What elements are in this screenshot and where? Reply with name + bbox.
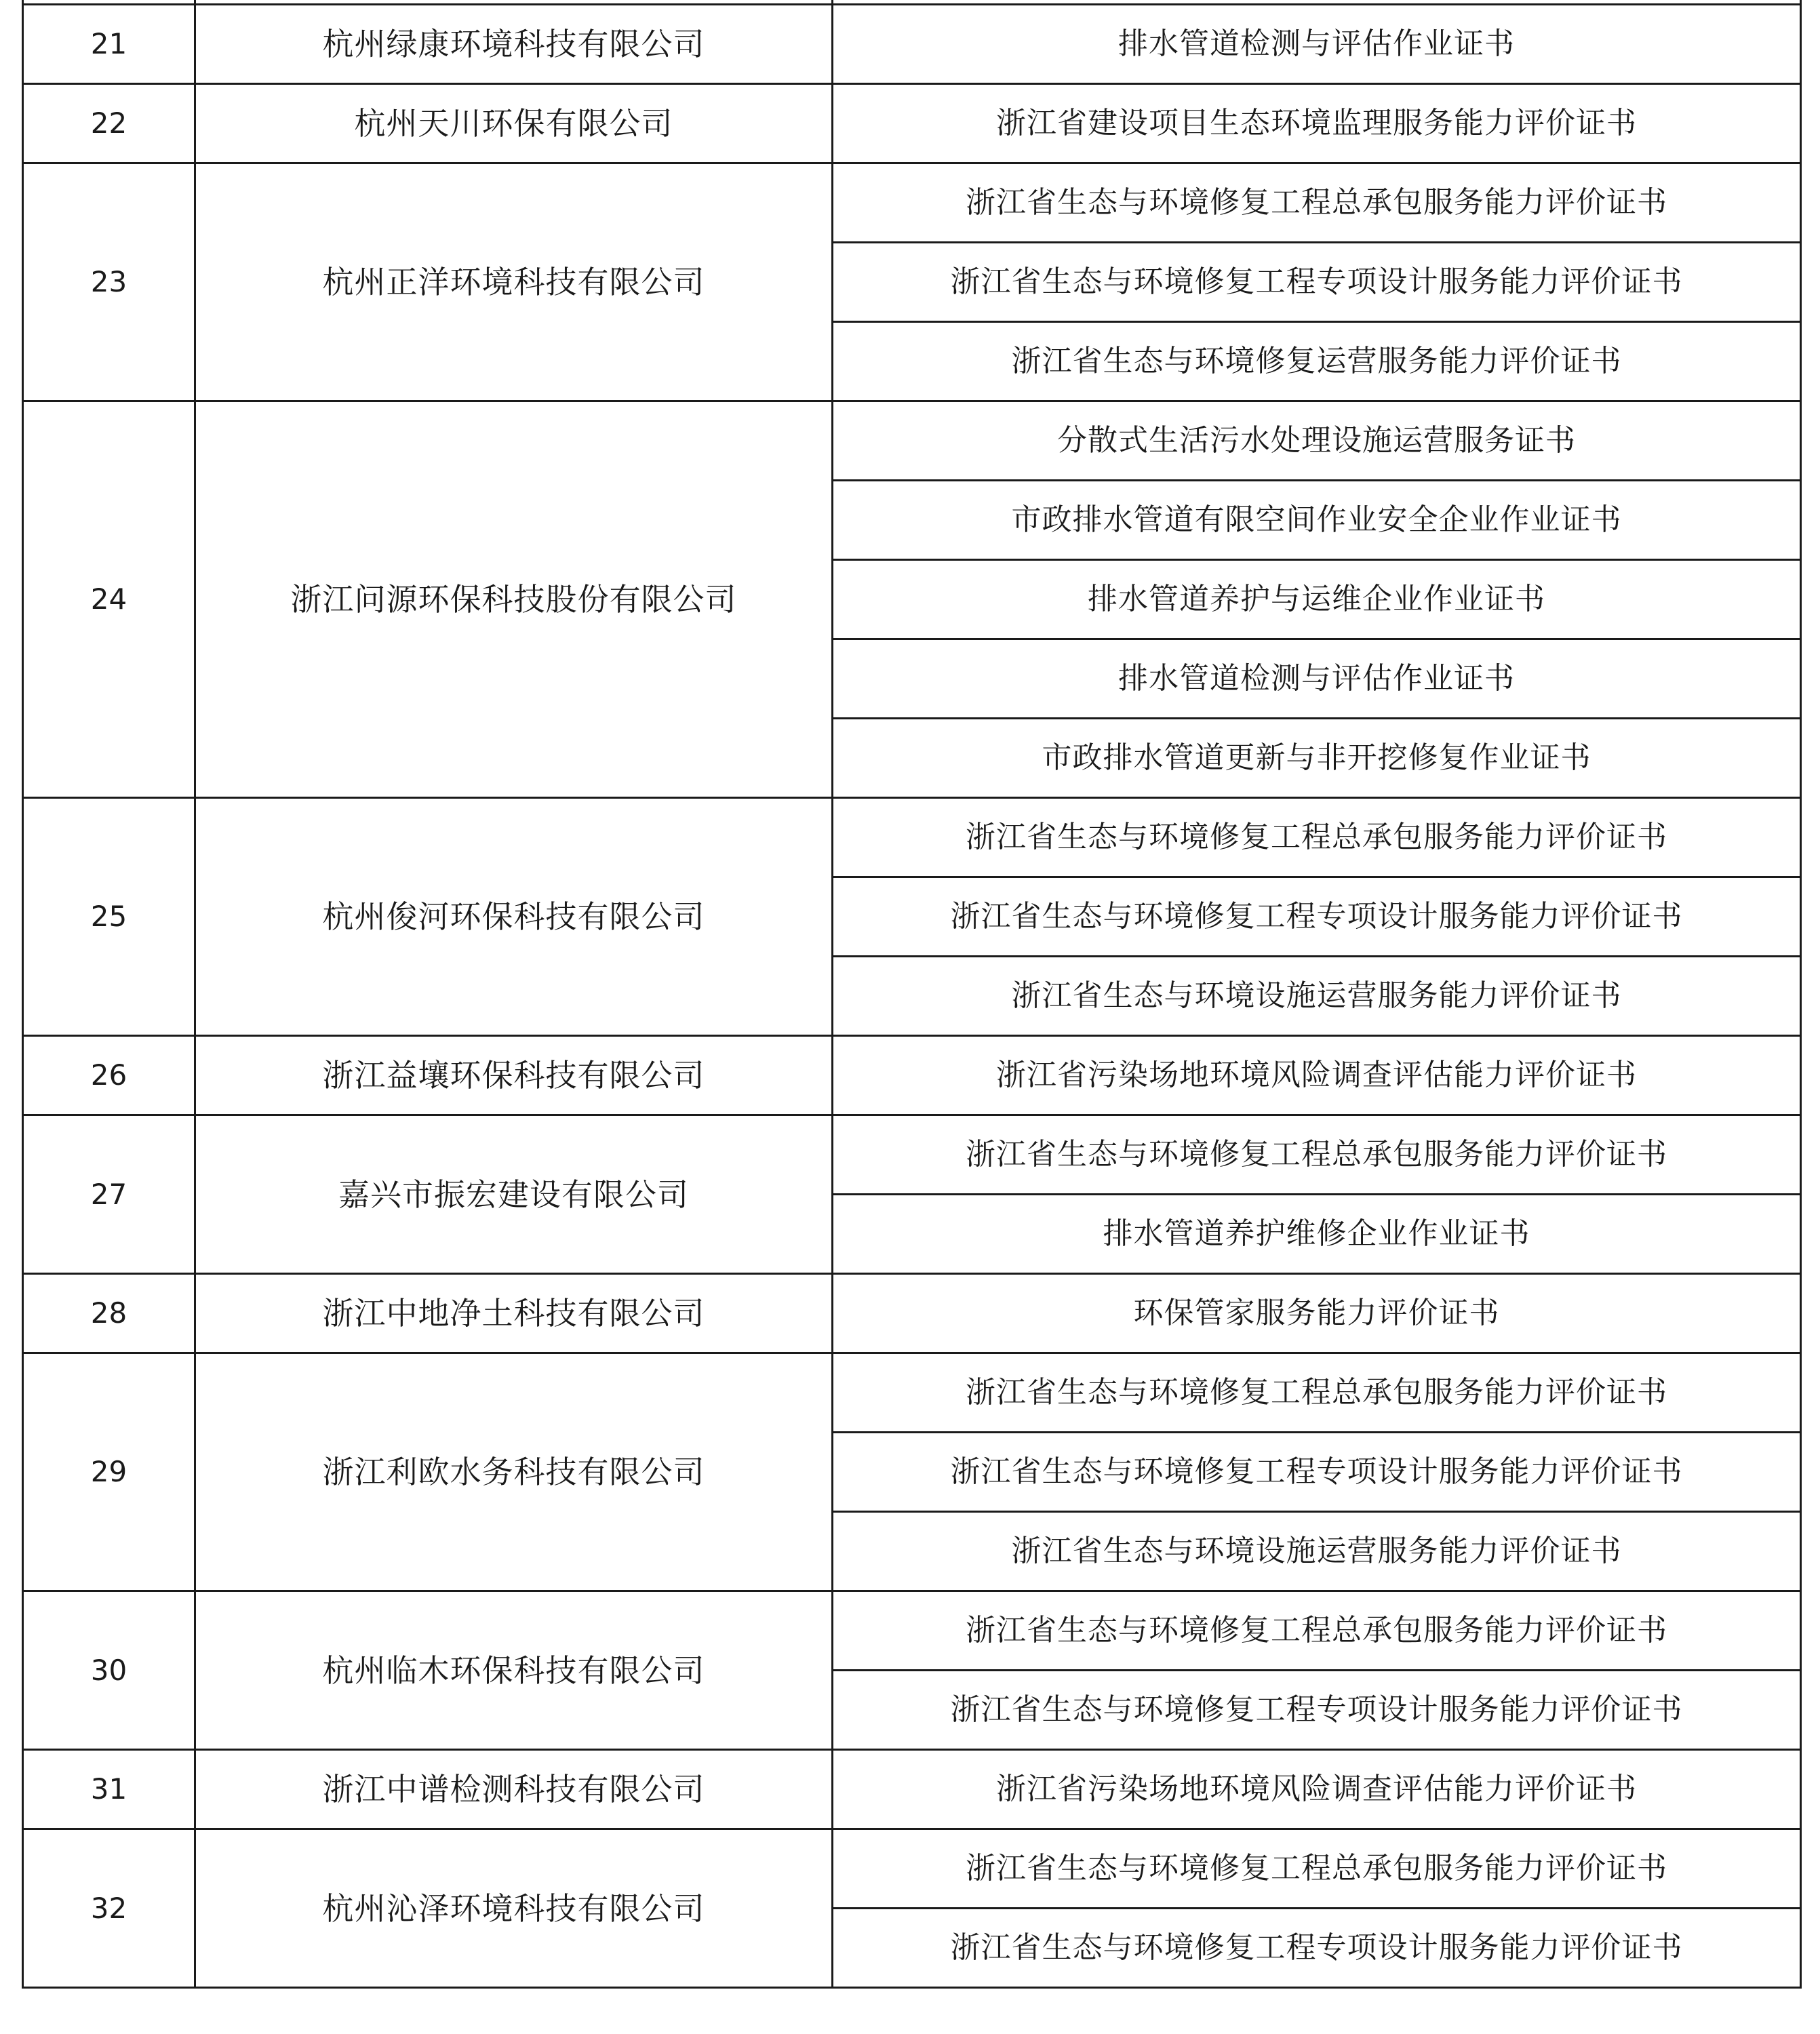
company-name: 杭州沁泽环境科技有限公司 <box>195 1829 833 1988</box>
certificate-name: 浙江省生态与环境修复工程专项设计服务能力评价证书 <box>833 243 1801 322</box>
table-row <box>23 1829 1801 1909</box>
row-number: 26 <box>23 1036 195 1115</box>
certificate-name: 浙江省生态与环境修复工程总承包服务能力评价证书 <box>833 798 1801 877</box>
certificate-name: 浙江省生态与环境修复工程专项设计服务能力评价证书 <box>833 1433 1801 1512</box>
certificate-name: 浙江省生态与环境修复工程专项设计服务能力评价证书 <box>833 877 1801 957</box>
table-row <box>23 1115 1801 1195</box>
row-number: 28 <box>23 1274 195 1353</box>
table-row <box>23 1036 1801 1115</box>
row-number: 30 <box>23 1591 195 1750</box>
certificate-name: 浙江省生态与环境修复工程专项设计服务能力评价证书 <box>833 1671 1801 1750</box>
company-name: 杭州正洋环境科技有限公司 <box>195 163 833 401</box>
certificate-name: 浙江省生态与环境修复工程总承包服务能力评价证书 <box>833 1829 1801 1909</box>
row-number: 25 <box>23 798 195 1036</box>
table-row <box>23 1274 1801 1353</box>
company-name: 浙江中地净土科技有限公司 <box>195 1274 833 1353</box>
company-name: 浙江中谱检测科技有限公司 <box>195 1750 833 1829</box>
table-row <box>23 5 1801 84</box>
table-row <box>23 401 1801 481</box>
certificate-name: 浙江省生态与环境修复工程总承包服务能力评价证书 <box>833 1591 1801 1671</box>
certificate-table <box>22 0 1802 1989</box>
table-row <box>23 84 1801 163</box>
certificate-name: 浙江省生态与环境修复工程总承包服务能力评价证书 <box>833 163 1801 243</box>
certificate-name: 浙江省生态与环境设施运营服务能力评价证书 <box>833 1512 1801 1591</box>
certificate-name: 排水管道检测与评估作业证书 <box>833 5 1801 84</box>
certificate-name: 分散式生活污水处理设施运营服务证书 <box>833 401 1801 481</box>
certificate-name: 排水管道养护与运维企业作业证书 <box>833 560 1801 639</box>
company-name: 嘉兴市振宏建设有限公司 <box>195 1115 833 1274</box>
table-row <box>23 1750 1801 1829</box>
company-name: 杭州临木环保科技有限公司 <box>195 1591 833 1750</box>
certificate-name: 浙江省生态与环境设施运营服务能力评价证书 <box>833 957 1801 1036</box>
certificate-table-body <box>23 0 1801 1988</box>
certificate-name: 浙江省生态与环境修复工程总承包服务能力评价证书 <box>833 1115 1801 1195</box>
row-number: 27 <box>23 1115 195 1274</box>
certificate-name: 环保管家服务能力评价证书 <box>833 1274 1801 1353</box>
company-name: 浙江利欧水务科技有限公司 <box>195 1353 833 1591</box>
table-row <box>23 163 1801 243</box>
row-number: 23 <box>23 163 195 401</box>
company-name: 杭州俊河环保科技有限公司 <box>195 798 833 1036</box>
row-number: 29 <box>23 1353 195 1591</box>
certificate-name: 排水管道养护维修企业作业证书 <box>833 1195 1801 1274</box>
certificate-name: 排水管道检测与评估作业证书 <box>833 639 1801 719</box>
row-number: 21 <box>23 5 195 84</box>
certificate-name: 浙江省生态与环境修复工程总承包服务能力评价证书 <box>833 1353 1801 1433</box>
table-row <box>23 1353 1801 1433</box>
certificate-name: 市政排水管道更新与非开挖修复作业证书 <box>833 719 1801 798</box>
row-number: 24 <box>23 401 195 798</box>
table-row <box>23 798 1801 877</box>
row-number: 31 <box>23 1750 195 1829</box>
company-name: 杭州天川环保有限公司 <box>195 84 833 163</box>
certificate-name: 浙江省污染场地环境风险调查评估能力评价证书 <box>833 1750 1801 1829</box>
certificate-name: 浙江省建设项目生态环境监理服务能力评价证书 <box>833 84 1801 163</box>
row-number: 32 <box>23 1829 195 1988</box>
company-name: 浙江益壤环保科技有限公司 <box>195 1036 833 1115</box>
row-number: 22 <box>23 84 195 163</box>
certificate-name: 浙江省生态与环境修复运营服务能力评价证书 <box>833 322 1801 401</box>
table-row <box>23 1591 1801 1671</box>
certificate-name: 浙江省污染场地环境风险调查评估能力评价证书 <box>833 1036 1801 1115</box>
company-name: 浙江问源环保科技股份有限公司 <box>195 401 833 798</box>
company-name: 杭州绿康环境科技有限公司 <box>195 5 833 84</box>
certificate-name: 浙江省生态与环境修复工程专项设计服务能力评价证书 <box>833 1909 1801 1988</box>
certificate-name: 市政排水管道有限空间作业安全企业作业证书 <box>833 481 1801 560</box>
